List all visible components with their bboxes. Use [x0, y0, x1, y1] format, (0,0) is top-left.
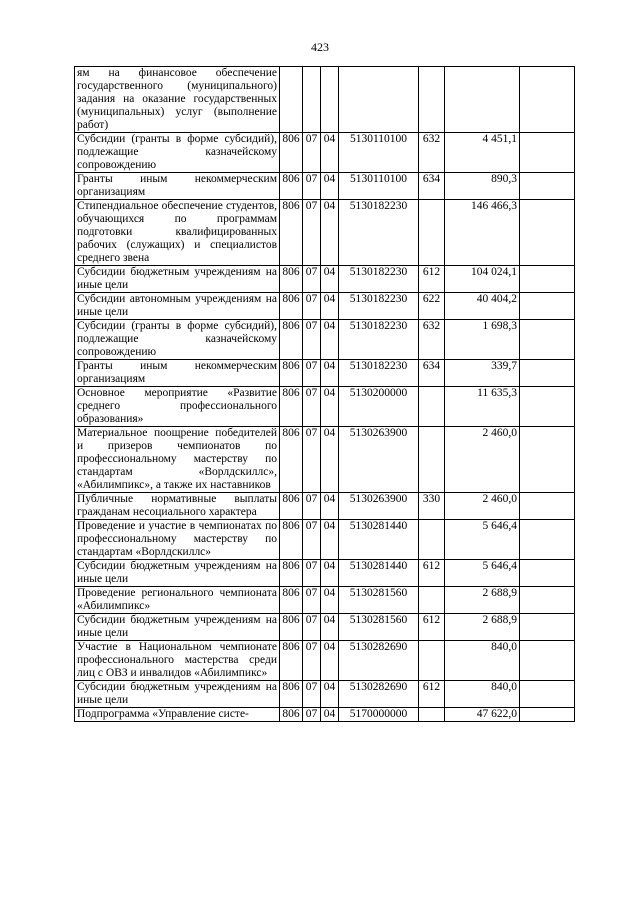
cell-amount: 104 024,1 [445, 266, 520, 293]
cell-subsection-code: 04 [321, 173, 339, 200]
cell-amount: 2 688,9 [445, 587, 520, 614]
cell-section-code: 07 [303, 427, 321, 493]
cell-subsection-code: 04 [321, 266, 339, 293]
budget-table [74, 66, 575, 722]
cell-expense-type: 632 [419, 320, 445, 360]
cell-ved-code: 806 [280, 320, 303, 360]
cell-name: Участие в Национальном чемпионате профессионального мастерства среди лиц с ОВЗ и инвалидов «Абилимпикс» [75, 641, 280, 681]
cell-subsection-code: 04 [321, 133, 339, 173]
cell-extra [520, 200, 575, 266]
cell-expense-type [419, 387, 445, 427]
cell-section-code: 07 [303, 200, 321, 266]
cell-subsection-code: 04 [321, 427, 339, 493]
cell-extra [520, 360, 575, 387]
cell-target-article: 5130200000 [339, 387, 419, 427]
cell-target-article: 5130281560 [339, 587, 419, 614]
cell-extra [520, 708, 575, 722]
cell-subsection-code: 04 [321, 708, 339, 722]
table-row [75, 708, 575, 722]
cell-subsection-code: 04 [321, 200, 339, 266]
cell-ved-code: 806 [280, 641, 303, 681]
table-row [75, 173, 575, 200]
cell-expense-type: 612 [419, 614, 445, 641]
cell-amount: 5 646,4 [445, 520, 520, 560]
cell-amount: 2 460,0 [445, 427, 520, 493]
cell-subsection-code: 04 [321, 387, 339, 427]
cell-target-article: 5130282690 [339, 641, 419, 681]
cell-target-article: 5130182230 [339, 320, 419, 360]
cell-amount: 2 688,9 [445, 614, 520, 641]
page-number: 423 [311, 40, 329, 54]
cell-expense-type: 622 [419, 293, 445, 320]
table-row [75, 493, 575, 520]
cell-name: Субсидии бюджетным учреждениям на иные цели [75, 614, 280, 641]
cell-subsection-code [321, 67, 339, 133]
cell-name: Гранты иным некоммерческим организациям [75, 173, 280, 200]
cell-target-article: 5130281560 [339, 614, 419, 641]
cell-ved-code: 806 [280, 360, 303, 387]
cell-ved-code: 806 [280, 493, 303, 520]
cell-target-article: 5130182230 [339, 266, 419, 293]
cell-section-code: 07 [303, 587, 321, 614]
cell-name: Проведение регионального чемпионата «Абилимпикс» [75, 587, 280, 614]
cell-subsection-code: 04 [321, 360, 339, 387]
cell-amount: 2 460,0 [445, 493, 520, 520]
cell-target-article: 5130281440 [339, 520, 419, 560]
cell-section-code: 07 [303, 681, 321, 708]
table-row [75, 427, 575, 493]
cell-extra [520, 320, 575, 360]
table-row [75, 641, 575, 681]
table-row [75, 200, 575, 266]
cell-extra [520, 520, 575, 560]
cell-expense-type [419, 587, 445, 614]
table-row [75, 614, 575, 641]
cell-ved-code: 806 [280, 266, 303, 293]
cell-ved-code: 806 [280, 681, 303, 708]
cell-expense-type [419, 520, 445, 560]
cell-name: Публичные нормативные выплаты гражданам несоциального характера [75, 493, 280, 520]
cell-target-article: 5130182230 [339, 293, 419, 320]
cell-section-code: 07 [303, 387, 321, 427]
cell-extra [520, 67, 575, 133]
cell-target-article: 5130182230 [339, 200, 419, 266]
cell-amount: 890,3 [445, 173, 520, 200]
cell-section-code: 07 [303, 641, 321, 681]
cell-amount: 339,7 [445, 360, 520, 387]
table-row [75, 266, 575, 293]
cell-ved-code [280, 67, 303, 133]
cell-subsection-code: 04 [321, 614, 339, 641]
cell-expense-type [419, 708, 445, 722]
cell-extra [520, 293, 575, 320]
cell-expense-type [419, 427, 445, 493]
cell-amount: 40 404,2 [445, 293, 520, 320]
cell-target-article: 5130281440 [339, 560, 419, 587]
cell-extra [520, 173, 575, 200]
table-row [75, 681, 575, 708]
cell-name: Проведение и участие в чемпионатах по профессиональному мастерству по стандартам «Ворлдскиллс» [75, 520, 280, 560]
cell-ved-code: 806 [280, 200, 303, 266]
cell-name: Подпрограмма «Управление систе- [75, 708, 280, 722]
cell-expense-type [419, 200, 445, 266]
cell-name: Субсидии бюджетным учреждениям на иные цели [75, 560, 280, 587]
cell-target-article: 5130263900 [339, 493, 419, 520]
cell-extra [520, 133, 575, 173]
cell-section-code: 07 [303, 173, 321, 200]
cell-section-code: 07 [303, 708, 321, 722]
cell-extra [520, 614, 575, 641]
cell-ved-code: 806 [280, 427, 303, 493]
cell-section-code: 07 [303, 520, 321, 560]
cell-name: Субсидии (гранты в форме субсидий), подлежащие казначейскому сопровождению [75, 320, 280, 360]
cell-target-article: 5130110100 [339, 133, 419, 173]
cell-ved-code: 806 [280, 387, 303, 427]
cell-amount: 11 635,3 [445, 387, 520, 427]
cell-extra [520, 641, 575, 681]
cell-amount: 1 698,3 [445, 320, 520, 360]
cell-section-code: 07 [303, 266, 321, 293]
cell-expense-type: 632 [419, 133, 445, 173]
cell-extra [520, 681, 575, 708]
cell-expense-type: 634 [419, 360, 445, 387]
cell-expense-type: 612 [419, 266, 445, 293]
cell-expense-type: 330 [419, 493, 445, 520]
cell-extra [520, 387, 575, 427]
table-row [75, 520, 575, 560]
cell-extra [520, 560, 575, 587]
cell-amount [445, 67, 520, 133]
cell-ved-code: 806 [280, 173, 303, 200]
cell-amount: 840,0 [445, 641, 520, 681]
cell-section-code: 07 [303, 293, 321, 320]
cell-subsection-code: 04 [321, 681, 339, 708]
cell-amount: 4 451,1 [445, 133, 520, 173]
cell-expense-type: 634 [419, 173, 445, 200]
cell-target-article: 5130282690 [339, 681, 419, 708]
cell-target-article: 5130110100 [339, 173, 419, 200]
cell-ved-code: 806 [280, 587, 303, 614]
cell-subsection-code: 04 [321, 587, 339, 614]
cell-target-article: 5170000000 [339, 708, 419, 722]
cell-extra [520, 587, 575, 614]
cell-section-code [303, 67, 321, 133]
cell-ved-code: 806 [280, 293, 303, 320]
cell-ved-code: 806 [280, 708, 303, 722]
cell-ved-code: 806 [280, 614, 303, 641]
cell-amount: 840,0 [445, 681, 520, 708]
cell-target-article: 5130263900 [339, 427, 419, 493]
table-row [75, 387, 575, 427]
cell-subsection-code: 04 [321, 493, 339, 520]
cell-expense-type: 612 [419, 681, 445, 708]
cell-section-code: 07 [303, 493, 321, 520]
cell-subsection-code: 04 [321, 293, 339, 320]
table-row [75, 560, 575, 587]
table-row [75, 133, 575, 173]
cell-name: Субсидии автономным учреждениям на иные цели [75, 293, 280, 320]
cell-section-code: 07 [303, 360, 321, 387]
table-row [75, 67, 575, 133]
table-row [75, 320, 575, 360]
cell-amount: 5 646,4 [445, 560, 520, 587]
cell-name: Основное мероприятие «Развитие среднего профессионального образования» [75, 387, 280, 427]
cell-name: Гранты иным некоммерческим организациям [75, 360, 280, 387]
cell-expense-type: 612 [419, 560, 445, 587]
cell-expense-type [419, 67, 445, 133]
cell-name: ям на финансовое обеспечение государственного (муниципального) задания на оказание государственных (муниципальных) услуг (выполнение работ) [75, 67, 280, 133]
cell-ved-code: 806 [280, 520, 303, 560]
cell-expense-type [419, 641, 445, 681]
cell-target-article: 5130182230 [339, 360, 419, 387]
cell-amount: 47 622,0 [445, 708, 520, 722]
cell-ved-code: 806 [280, 560, 303, 587]
cell-amount: 146 466,3 [445, 200, 520, 266]
cell-extra [520, 493, 575, 520]
cell-name: Субсидии бюджетным учреждениям на иные цели [75, 266, 280, 293]
cell-extra [520, 427, 575, 493]
cell-subsection-code: 04 [321, 641, 339, 681]
cell-subsection-code: 04 [321, 320, 339, 360]
cell-subsection-code: 04 [321, 520, 339, 560]
cell-extra [520, 266, 575, 293]
cell-name: Субсидии (гранты в форме субсидий), подлежащие казначейскому сопровождению [75, 133, 280, 173]
cell-section-code: 07 [303, 614, 321, 641]
cell-section-code: 07 [303, 560, 321, 587]
cell-name: Материальное поощрение победителей и призеров чемпионатов по профессиональному мастерству по стандартам «Ворлдскиллс», «Абилимпикс», а также их наставников [75, 427, 280, 493]
cell-ved-code: 806 [280, 133, 303, 173]
table-row [75, 360, 575, 387]
cell-section-code: 07 [303, 133, 321, 173]
table-row [75, 293, 575, 320]
cell-section-code: 07 [303, 320, 321, 360]
cell-name: Стипендиальное обеспечение студентов, обучающихся по программам подготовки квалифицированных рабочих (служащих) и специалистов среднего звена [75, 200, 280, 266]
cell-name: Субсидии бюджетным учреждениям на иные цели [75, 681, 280, 708]
table-row [75, 587, 575, 614]
cell-subsection-code: 04 [321, 560, 339, 587]
cell-target-article [339, 67, 419, 133]
